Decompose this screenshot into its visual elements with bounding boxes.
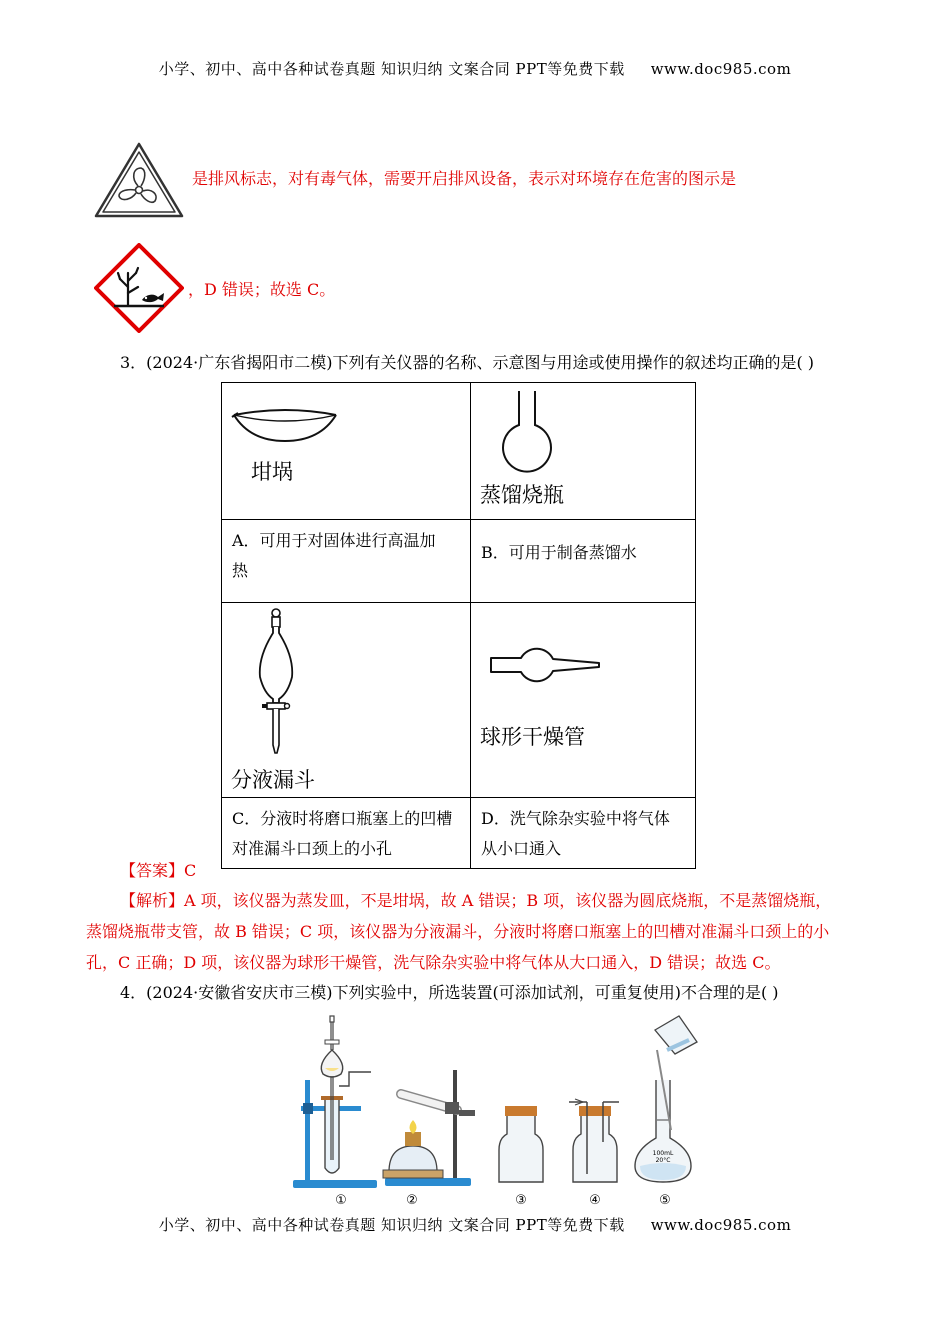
cell-d-name: 球形干燥管 [480, 725, 585, 749]
header-site: www.doc985.com [650, 60, 792, 78]
cell-d-text [471, 798, 696, 869]
environmental-hazard-sign-icon [94, 243, 184, 333]
label-1: ① [335, 1193, 347, 1208]
footer-text: 小学、初中、高中各种试卷真题 知识归纳 文案合同 PPT等免费下载 [158, 1216, 625, 1234]
separatory-funnel-icon [254, 607, 298, 757]
drying-tube-icon [489, 645, 601, 685]
cell-c-text-line2: 对准漏斗口颈上的小孔 [232, 839, 393, 858]
apparatus-4-gas-bottle [569, 1099, 619, 1208]
cell-b-name: 蒸馏烧瓶 [480, 483, 564, 507]
page-footer [0, 1214, 950, 1235]
sign2-text: ，D 错误；故选 C。 [188, 280, 336, 299]
instrument-table [221, 382, 696, 869]
header-text: 小学、初中、高中各种试卷真题 知识归纳 文案合同 PPT等免费下载 [158, 60, 625, 78]
q3-stem: 3．(2024·广东省揭阳市二模)下列有关仪器的名称、示意图与用途或使用操作的叙述均正确的是( ) [120, 353, 815, 372]
q3-analysis-line2: 蒸馏烧瓶带支管，故 B 错误；C 项，该仪器为分液漏斗，分液时将磨口瓶塞上的凹槽对准漏斗口颈上的小 [86, 922, 830, 941]
cell-b-text [471, 520, 696, 603]
sign1-text: 是排风标志，对有毒气体，需要开启排风设备，表示对环境存在危害的图示是 [192, 169, 737, 188]
cell-b-image [471, 383, 696, 520]
q3-analysis-line1 [120, 885, 831, 916]
cell-a-name: 坩埚 [251, 460, 293, 484]
cell-d-text-line1: D．洗气除杂实验中将气体 [481, 809, 670, 828]
apparatus-figure [285, 1010, 705, 1210]
flask-label-2: 20°C [655, 1157, 671, 1164]
cell-a-text [222, 520, 471, 603]
cell-c-image [222, 603, 471, 798]
cell-d-image [471, 603, 696, 798]
label-5: ⑤ [659, 1193, 671, 1208]
label-3: ③ [515, 1193, 527, 1208]
q4-stem: 4．(2024·安徽省安庆市三模)下列实验中，所选装置(可添加试剂，可重复使用)不合理的是( ) [120, 983, 779, 1002]
apparatus-3-bottle [499, 1106, 543, 1208]
q3-answer: 【答案】C [120, 861, 197, 880]
round-bottom-flask-icon [497, 389, 557, 473]
label-2: ② [406, 1193, 418, 1208]
apparatus-5-volumetric-flask [635, 1016, 697, 1208]
label-4: ④ [589, 1193, 601, 1208]
cell-c-name: 分液漏斗 [231, 768, 315, 792]
apparatus-2-burner [383, 1070, 475, 1208]
footer-site: www.doc985.com [650, 1216, 792, 1234]
cell-b-text-line1: B．可用于制备蒸馏水 [481, 543, 637, 562]
cell-c-text [222, 798, 471, 869]
flask-label-1: 100mL [652, 1150, 674, 1157]
cell-a-text-line1: A．可用于对固体进行高温加 [232, 531, 436, 550]
q3-analysis-line3: 孔，C 正确；D 项，该仪器为球形干燥管，洗气除杂实验中将气体从大口通入，D 错误；故选 C。 [86, 953, 781, 972]
analysis-text-1: A 项，该仪器为蒸发皿，不是坩埚，故 A 错误；B 项，该仪器为圆底烧瓶，不是蒸馏烧瓶， [184, 891, 832, 910]
analysis-label: 【解析】 [120, 891, 185, 910]
cell-d-text-line2: 从小口通入 [481, 839, 562, 858]
apparatus-1-stand [293, 1016, 377, 1208]
page-header [0, 58, 950, 79]
exhaust-fan-sign-icon [92, 140, 186, 220]
cell-c-text-line1: C．分液时将磨口瓶塞上的凹槽 [232, 809, 453, 828]
evaporating-dish-icon [230, 407, 340, 447]
cell-a-text-line2: 热 [232, 561, 249, 580]
cell-a-image [222, 383, 471, 520]
